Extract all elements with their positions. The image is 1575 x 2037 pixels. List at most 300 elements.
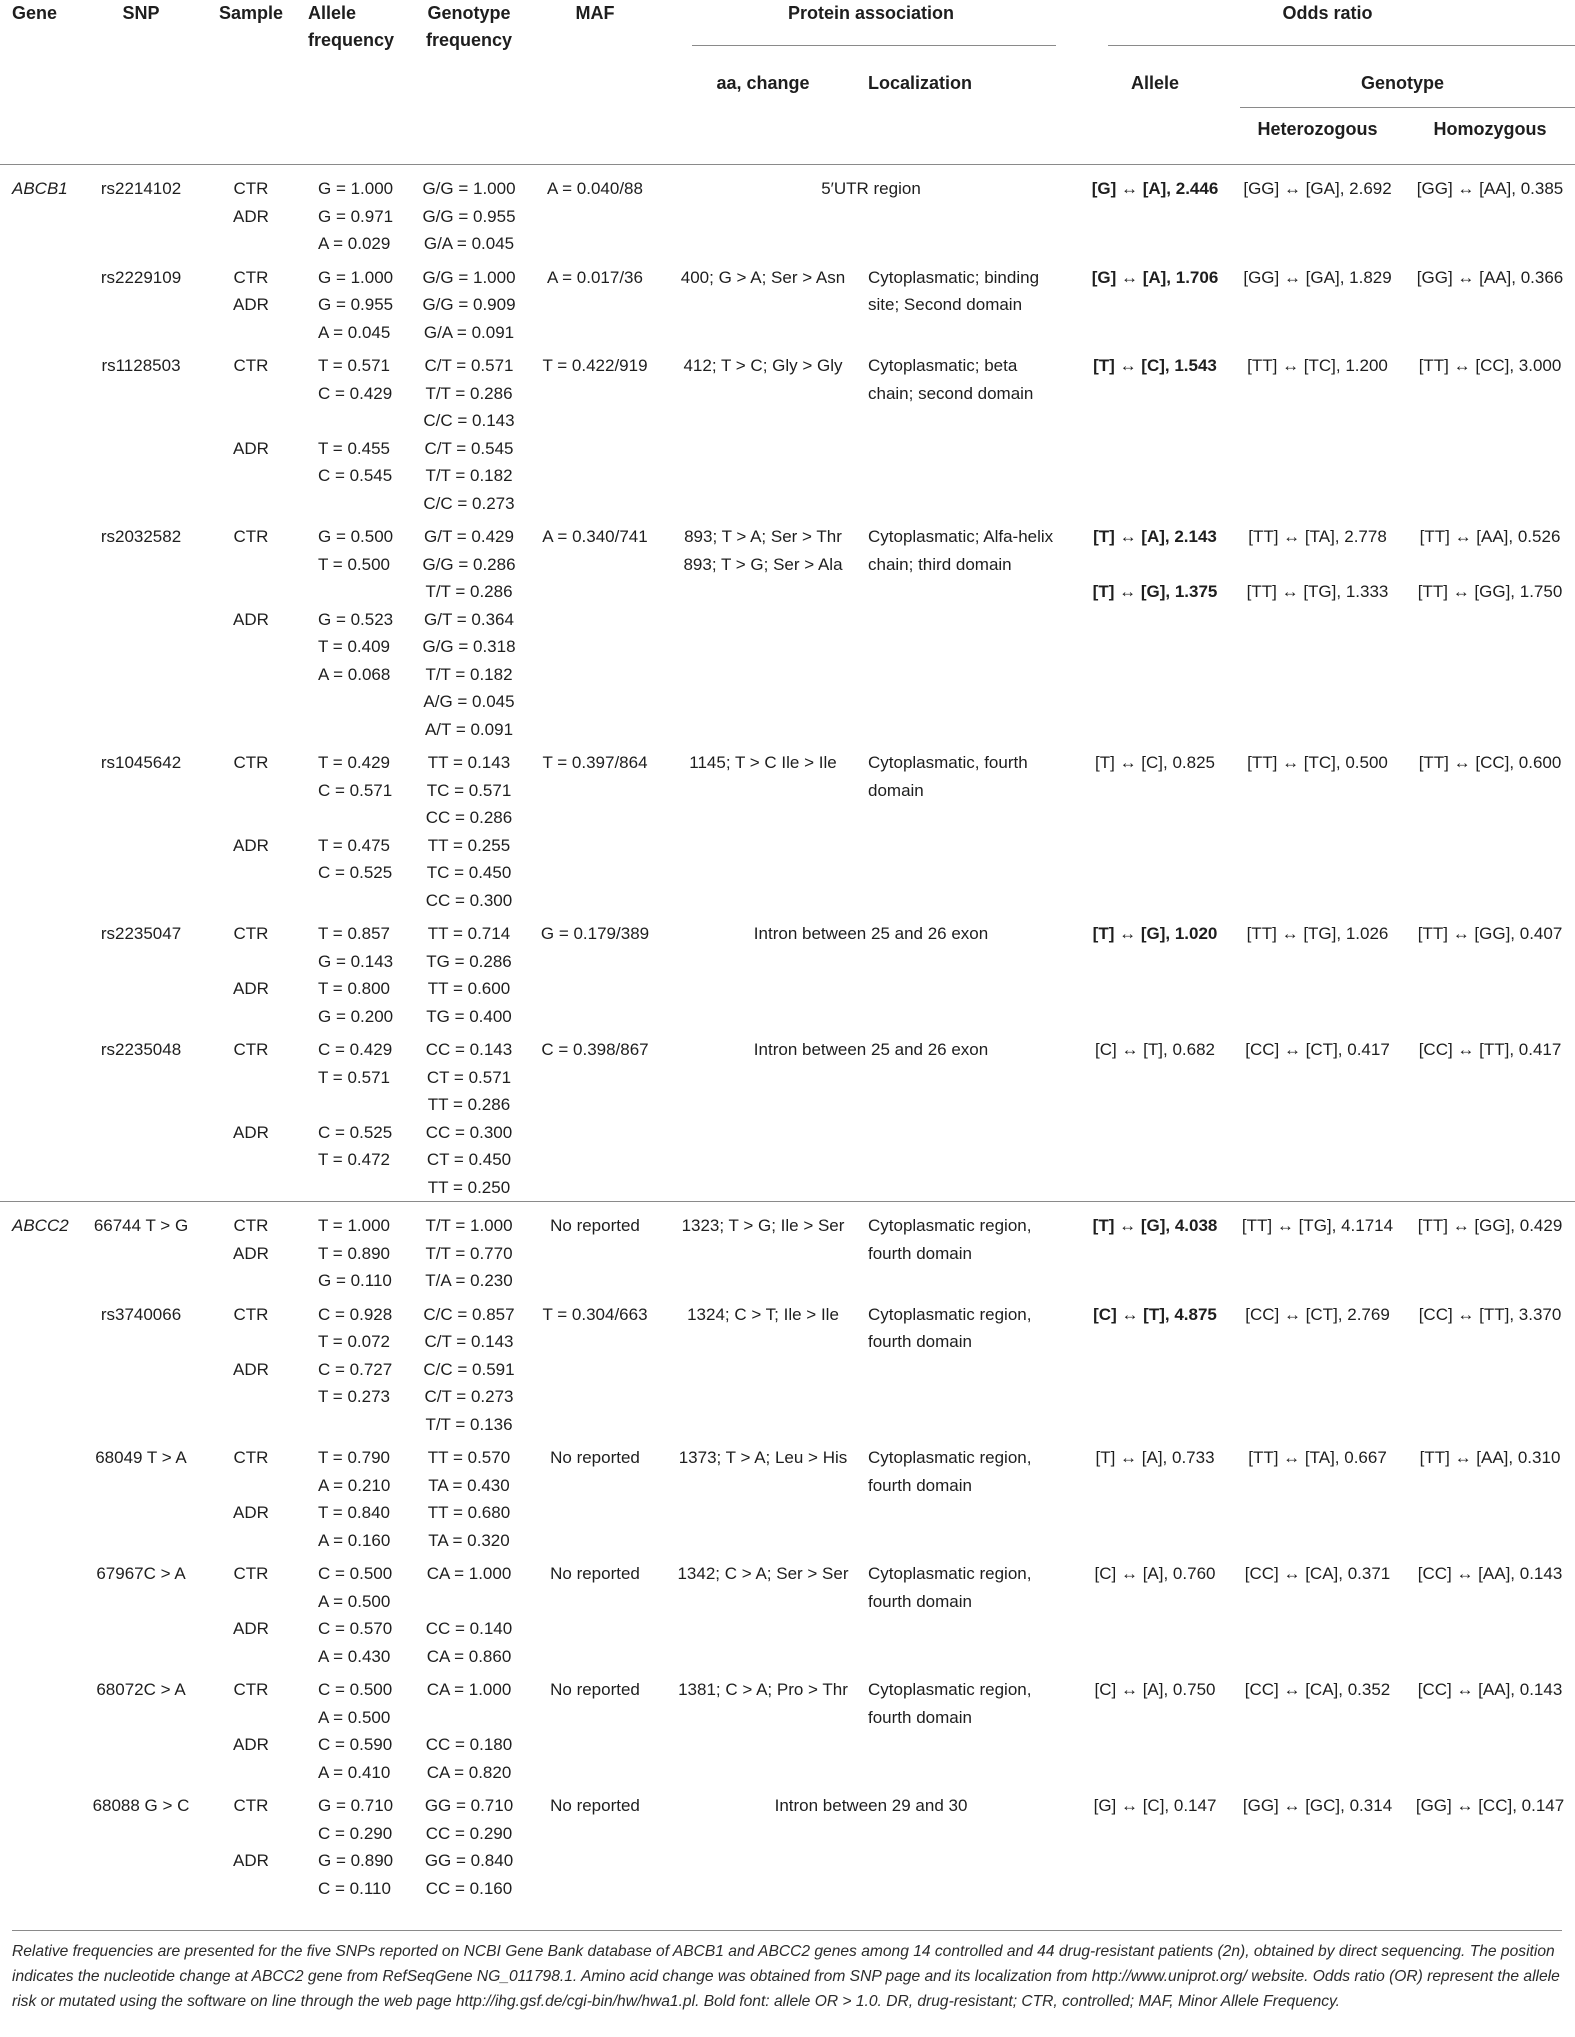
gene-cell: ABCC2 bbox=[0, 1202, 80, 1295]
cell-lines bbox=[1405, 1444, 1575, 1472]
cell-lines bbox=[202, 1444, 300, 1527]
cell-line: ADR bbox=[233, 206, 269, 226]
cell-lines bbox=[410, 1676, 528, 1786]
aa-change-cell bbox=[662, 1670, 864, 1786]
cell-line: G/G = 0.318 bbox=[422, 637, 516, 656]
gene-cell bbox=[0, 517, 80, 743]
cell-line bbox=[1230, 551, 1405, 579]
cell-line: CTR bbox=[233, 1216, 269, 1235]
localization-cell: Cytoplasmatic; beta chain; second domain bbox=[868, 356, 1034, 403]
cell-line: T = 0.409 bbox=[318, 637, 390, 656]
cell-lines bbox=[1405, 1036, 1575, 1064]
snp-cell: 68088 G > C bbox=[92, 1796, 190, 1815]
cell-lines bbox=[318, 920, 410, 1030]
cell-lines bbox=[1405, 175, 1575, 203]
odds-ratio-heterozygous-cell bbox=[1230, 1670, 1405, 1786]
cell-line: C = 0.500 bbox=[318, 1680, 393, 1699]
cell-line: T = 0.273 bbox=[318, 1387, 390, 1406]
cell-line: [C] ↔ [T], 4.875 bbox=[1093, 1304, 1217, 1324]
cell-lines bbox=[318, 1301, 410, 1411]
cell-lines bbox=[202, 1301, 300, 1384]
cell-lines bbox=[662, 1444, 864, 1472]
header-protein-association bbox=[662, 0, 1080, 60]
header-genotype bbox=[1230, 60, 1575, 108]
cell-line: G = 0.143 bbox=[318, 951, 394, 971]
cell-line: [T] ↔ [A], 2.143 bbox=[1093, 527, 1217, 546]
cell-line: CTR bbox=[233, 267, 269, 287]
cell-line bbox=[202, 1472, 300, 1500]
sample-cell bbox=[202, 914, 300, 1030]
cell-line: A = 0.500 bbox=[318, 1707, 391, 1727]
cell-line: C/C = 0.273 bbox=[423, 493, 515, 513]
odds-ratio-allele-cell bbox=[1080, 1786, 1230, 1902]
cell-lines bbox=[662, 1301, 864, 1329]
cell-lines bbox=[1230, 1676, 1405, 1704]
cell-lines bbox=[410, 175, 528, 258]
cell-line bbox=[202, 1588, 300, 1616]
cell-line: T/T = 0.286 bbox=[425, 383, 513, 403]
odds-ratio-allele-cell bbox=[1080, 1670, 1230, 1786]
cell-line: TA = 0.320 bbox=[428, 1530, 510, 1550]
cell-line: [T] ↔ [C], 1.543 bbox=[1093, 356, 1217, 375]
table-row bbox=[0, 1030, 1575, 1202]
cell-line: [CC] ↔ [TT], 3.370 bbox=[1418, 1304, 1562, 1324]
cell-line: TT = 0.143 bbox=[427, 753, 511, 772]
aa-change-cell bbox=[662, 1554, 864, 1670]
odds-ratio-homozygous-cell bbox=[1405, 1030, 1575, 1202]
snp-cell: rs2214102 bbox=[80, 165, 202, 258]
allele-frequency-cell bbox=[300, 258, 410, 347]
cell-line: G = 0.890 bbox=[318, 1851, 394, 1870]
cell-lines bbox=[318, 1792, 410, 1902]
allele-frequency-cell bbox=[300, 914, 410, 1030]
cell-line: ADR bbox=[233, 979, 269, 998]
cell-lines bbox=[318, 264, 410, 347]
cell-lines bbox=[410, 1212, 528, 1295]
allele-frequency-cell bbox=[300, 517, 410, 743]
allele-frequency-cell bbox=[300, 165, 410, 258]
cell-lines bbox=[318, 1676, 410, 1786]
odds-ratio-allele-cell bbox=[1080, 1202, 1230, 1295]
protein-association-rule bbox=[692, 45, 1056, 46]
cell-line: ADR bbox=[233, 1122, 269, 1142]
table-row bbox=[0, 1438, 1575, 1554]
cell-line: T = 0.455 bbox=[318, 438, 390, 458]
cell-lines bbox=[1080, 1560, 1230, 1588]
cell-line: G = 0.955 bbox=[318, 295, 394, 314]
protein-association-label: Protein association bbox=[787, 3, 955, 23]
cell-line: CC = 0.300 bbox=[425, 890, 513, 910]
cell-line: [T] ↔ [C], 0.825 bbox=[1095, 753, 1216, 772]
cell-lines bbox=[662, 523, 864, 578]
cell-line: CA = 1.000 bbox=[426, 1680, 512, 1699]
cell-line: T = 0.857 bbox=[318, 924, 390, 943]
cell-line: A/T = 0.091 bbox=[424, 719, 514, 739]
table-footnote: Relative frequencies are presented for the five SNPs reported on NCBI Gene Bank database of ABCB1 and ABCC2 genes among 14 controlled and 44 drug-resistant patients (2n), obtained by direct sequencing. The position indicates the nucleotide change at ABCC2 gene from RefSeqGene NG_011798.1. Amino acid change was obtained from SNP page and its localization from http://www.uniprot.org/ website. Odds ratio (OR) represent the allele risk or mutated using the software on line through the web page http://ihg.gsf.de/cgi-bin/hw/hwa1.pl. Bold font: allele OR > 1.0. DR, drug-resistant; CTR, controlled; MAF, Minor Allele Frequency. bbox=[12, 1930, 1562, 2014]
cell-lines bbox=[1080, 1212, 1230, 1240]
cell-line: T/T = 0.182 bbox=[425, 466, 513, 485]
sample-cell bbox=[202, 1786, 300, 1902]
cell-line: C = 0.727 bbox=[318, 1359, 393, 1379]
cell-line: G = 0.110 bbox=[318, 1271, 392, 1290]
cell-line: CTR bbox=[233, 356, 269, 375]
cell-line: CC = 0.300 bbox=[425, 1122, 513, 1142]
cell-line: CC = 0.180 bbox=[425, 1735, 513, 1754]
cell-line: TT = 0.680 bbox=[427, 1503, 511, 1522]
gene-cell bbox=[0, 1295, 80, 1439]
allele-frequency-cell bbox=[300, 1030, 410, 1202]
cell-line: [TT] ↔ [GG], 0.429 bbox=[1417, 1216, 1563, 1235]
cell-line: C/T = 0.273 bbox=[424, 1387, 514, 1406]
cell-line: [TT] ↔ [TC], 0.500 bbox=[1247, 753, 1388, 772]
cell-line bbox=[202, 777, 300, 805]
cell-line: [GG] ↔ [GA], 2.692 bbox=[1243, 179, 1392, 198]
cell-lines bbox=[318, 523, 410, 688]
localization-cell: Cytoplasmatic; Alfa-helix chain; third domain bbox=[868, 527, 1054, 574]
table-row bbox=[0, 258, 1575, 347]
cell-line: [CC] ↔ [AA], 0.143 bbox=[1417, 1680, 1563, 1699]
cell-lines bbox=[202, 749, 300, 859]
cell-line: TT = 0.714 bbox=[427, 924, 511, 943]
cell-line: TG = 0.400 bbox=[426, 1006, 512, 1026]
cell-line bbox=[1080, 551, 1230, 579]
cell-line: [GG] ↔ [AA], 0.385 bbox=[1416, 179, 1564, 198]
allele-frequency-cell bbox=[300, 1438, 410, 1554]
header-heterozygous: Heterozogous bbox=[1257, 119, 1378, 139]
snp-cell: rs2229109 bbox=[100, 267, 182, 287]
maf-cell: T = 0.422/919 bbox=[542, 356, 648, 375]
cell-line: 893; T > A; Ser > Thr bbox=[684, 527, 842, 546]
cell-line: G/A = 0.045 bbox=[423, 234, 515, 253]
cell-line: C = 0.571 bbox=[318, 780, 393, 800]
cell-line: T = 0.790 bbox=[318, 1448, 390, 1467]
cell-lines bbox=[202, 1036, 300, 1146]
odds-ratio-allele-cell bbox=[1080, 1438, 1230, 1554]
cell-line: G/G = 0.286 bbox=[422, 554, 516, 574]
cell-line: CT = 0.571 bbox=[426, 1067, 512, 1087]
cell-line: C = 0.429 bbox=[318, 1040, 393, 1059]
cell-line: [CC] ↔ [CA], 0.371 bbox=[1244, 1564, 1391, 1583]
odds-ratio-heterozygous-cell bbox=[1230, 743, 1405, 914]
odds-ratio-allele-cell bbox=[1080, 165, 1230, 258]
maf-cell: A = 0.040/88 bbox=[528, 165, 662, 258]
genotype-label: Genotype bbox=[1361, 73, 1445, 93]
cell-line: CC = 0.286 bbox=[425, 808, 513, 827]
cell-lines bbox=[318, 1212, 410, 1295]
cell-lines bbox=[410, 1560, 528, 1670]
cell-lines bbox=[410, 1301, 528, 1439]
cell-line: [CC] ↔ [CT], 2.769 bbox=[1245, 1304, 1390, 1324]
cell-lines bbox=[202, 523, 300, 633]
cell-lines bbox=[1230, 1301, 1405, 1329]
cell-line: ADR bbox=[233, 1851, 269, 1870]
cell-line: C/C = 0.143 bbox=[423, 411, 515, 430]
cell-lines bbox=[202, 264, 300, 319]
cell-lines bbox=[318, 749, 410, 887]
odds-ratio-homozygous-cell bbox=[1405, 258, 1575, 347]
sample-cell bbox=[202, 258, 300, 347]
genotype-frequency-cell bbox=[410, 165, 528, 258]
odds-ratio-homozygous-cell bbox=[1405, 165, 1575, 258]
header-homozygous: Homozygous bbox=[1433, 119, 1547, 139]
cell-line: 412; T > C; Gly > Gly bbox=[683, 356, 843, 375]
aa-change-cell bbox=[662, 743, 864, 914]
odds-ratio-homozygous-cell bbox=[1405, 1554, 1575, 1670]
cell-lines bbox=[202, 1560, 300, 1643]
localization-cell: Cytoplasmatic, fourth domain bbox=[868, 753, 1028, 800]
sample-cell bbox=[202, 346, 300, 517]
sample-cell bbox=[202, 1295, 300, 1439]
cell-lines bbox=[1080, 175, 1230, 203]
cell-line: [GG] ↔ [CC], 0.147 bbox=[1415, 1796, 1565, 1815]
genotype-frequency-cell bbox=[410, 346, 528, 517]
cell-line: ADR bbox=[233, 609, 269, 629]
cell-line: [TT] ↔ [GG], 0.407 bbox=[1417, 924, 1563, 943]
cell-line: 1381; C > A; Pro > Thr bbox=[678, 1680, 848, 1699]
odds-ratio-allele-cell bbox=[1080, 258, 1230, 347]
cell-line: G/G = 1.000 bbox=[422, 267, 516, 287]
cell-line: [T] ↔ [G], 1.020 bbox=[1092, 924, 1218, 943]
cell-line: ADR bbox=[233, 1243, 269, 1263]
cell-line bbox=[202, 948, 300, 976]
cell-line: [TT] ↔ [CC], 3.000 bbox=[1418, 356, 1562, 375]
aa-change-cell bbox=[662, 258, 864, 347]
cell-lines bbox=[1230, 1212, 1405, 1240]
cell-line: ADR bbox=[233, 295, 269, 314]
genotype-frequency-cell bbox=[410, 258, 528, 347]
cell-line: [CC] ↔ [TT], 0.417 bbox=[1418, 1040, 1562, 1059]
cell-lines bbox=[318, 1560, 410, 1670]
genotype-frequency-cell bbox=[410, 1438, 528, 1554]
cell-line: TT = 0.600 bbox=[427, 979, 511, 998]
cell-line: CTR bbox=[233, 1564, 269, 1583]
table-row bbox=[0, 1202, 1575, 1295]
cell-line: CTR bbox=[233, 1448, 269, 1467]
odds-ratio-allele-cell bbox=[1080, 1554, 1230, 1670]
cell-lines bbox=[1230, 175, 1405, 203]
header-allele: Allele bbox=[1131, 73, 1180, 93]
maf-cell: G = 0.179/389 bbox=[540, 924, 650, 943]
header-gene: Gene bbox=[12, 3, 58, 23]
gene-cell bbox=[0, 346, 80, 517]
odds-ratio-heterozygous-cell bbox=[1230, 1438, 1405, 1554]
cell-line bbox=[318, 578, 410, 606]
genotype-frequency-cell bbox=[410, 914, 528, 1030]
genotype-frequency-cell bbox=[410, 1030, 528, 1202]
genotype-frequency-cell bbox=[410, 517, 528, 743]
cell-line: T = 0.475 bbox=[318, 835, 390, 855]
cell-line: [T] ↔ [G], 4.038 bbox=[1092, 1216, 1218, 1235]
header-snp: SNP bbox=[122, 3, 160, 23]
cell-line: C/T = 0.571 bbox=[424, 356, 514, 375]
odds-ratio-allele-cell bbox=[1080, 517, 1230, 743]
cell-line: T = 0.890 bbox=[318, 1243, 390, 1263]
cell-lines bbox=[410, 1036, 528, 1201]
odds-ratio-heterozygous-cell bbox=[1230, 517, 1405, 743]
cell-lines bbox=[1080, 1301, 1230, 1329]
genotype-frequency-cell bbox=[410, 1670, 528, 1786]
cell-line: C = 0.570 bbox=[318, 1619, 393, 1638]
cell-line: [T] ↔ [A], 0.733 bbox=[1095, 1448, 1215, 1467]
cell-line: G/T = 0.364 bbox=[424, 609, 514, 629]
cell-line: CC = 0.143 bbox=[425, 1040, 513, 1059]
cell-line: CTR bbox=[233, 753, 269, 772]
cell-line: [G] ↔ [A], 2.446 bbox=[1091, 179, 1219, 198]
cell-lines bbox=[662, 1676, 864, 1704]
sample-cell bbox=[202, 1030, 300, 1202]
cell-lines bbox=[1080, 1676, 1230, 1704]
cell-lines bbox=[662, 749, 864, 777]
cell-line: [TT] ↔ [TG], 1.026 bbox=[1246, 924, 1389, 943]
cell-lines bbox=[1405, 1676, 1575, 1704]
gene-cell bbox=[0, 1786, 80, 1902]
aa-change-cell bbox=[662, 517, 864, 743]
cell-line: A = 0.160 bbox=[318, 1530, 391, 1550]
cell-line: C = 0.290 bbox=[318, 1823, 393, 1843]
cell-line: CT = 0.450 bbox=[426, 1150, 512, 1169]
gene-cell bbox=[0, 1670, 80, 1786]
cell-line: TT = 0.250 bbox=[427, 1177, 511, 1197]
cell-line: TT = 0.255 bbox=[427, 835, 511, 855]
cell-line bbox=[318, 1091, 410, 1119]
genotype-frequency-cell bbox=[410, 1554, 528, 1670]
odds-ratio-heterozygous-cell bbox=[1230, 1786, 1405, 1902]
table-row bbox=[0, 1670, 1575, 1786]
cell-line: CA = 0.820 bbox=[426, 1762, 512, 1782]
sample-cell bbox=[202, 517, 300, 743]
cell-line bbox=[202, 804, 300, 832]
cell-line bbox=[1405, 551, 1575, 579]
table-row bbox=[0, 346, 1575, 517]
cell-line: ADR bbox=[233, 438, 269, 458]
allele-frequency-cell bbox=[300, 1554, 410, 1670]
cell-line bbox=[410, 1588, 528, 1616]
cell-line: TT = 0.570 bbox=[427, 1448, 511, 1467]
cell-lines bbox=[410, 1444, 528, 1554]
cell-line: CTR bbox=[233, 1796, 269, 1815]
gene-cell bbox=[0, 1030, 80, 1202]
cell-lines bbox=[1230, 264, 1405, 292]
table-header bbox=[0, 0, 1575, 165]
allele-frequency-cell bbox=[300, 1670, 410, 1786]
gene-cell bbox=[0, 1438, 80, 1554]
cell-lines bbox=[410, 352, 528, 517]
cell-line: T = 0.072 bbox=[318, 1332, 390, 1351]
snp-cell: rs3740066 bbox=[100, 1304, 182, 1324]
cell-lines bbox=[410, 264, 528, 347]
cell-line bbox=[202, 578, 300, 606]
cell-line: T = 0.472 bbox=[318, 1150, 390, 1169]
region-cell: Intron between 29 and 30 bbox=[774, 1796, 968, 1815]
cell-line bbox=[410, 1704, 528, 1732]
region-cell: Intron between 25 and 26 exon bbox=[753, 924, 989, 943]
gene-cell bbox=[0, 914, 80, 1030]
odds-ratio-homozygous-cell bbox=[1405, 1438, 1575, 1554]
cell-line: [TT] ↔ [AA], 0.310 bbox=[1419, 1448, 1561, 1467]
table-row bbox=[0, 743, 1575, 914]
odds-ratio-rule bbox=[1108, 45, 1575, 46]
cell-line: A/G = 0.045 bbox=[423, 692, 515, 711]
cell-lines bbox=[410, 1792, 528, 1902]
cell-line: TT = 0.286 bbox=[427, 1095, 511, 1114]
odds-ratio-homozygous-cell bbox=[1405, 1202, 1575, 1295]
sample-cell bbox=[202, 1202, 300, 1295]
localization-cell: Cytoplasmatic region, fourth domain bbox=[868, 1680, 1032, 1727]
odds-ratio-allele-cell bbox=[1080, 346, 1230, 517]
aa-change-cell bbox=[662, 1295, 864, 1439]
cell-lines bbox=[1080, 352, 1230, 380]
cell-line: CC = 0.290 bbox=[425, 1823, 513, 1843]
cell-lines bbox=[202, 352, 300, 462]
cell-line bbox=[202, 1820, 300, 1848]
cell-line: CTR bbox=[233, 924, 269, 943]
cell-line: GG = 0.710 bbox=[424, 1796, 514, 1815]
gene-cell bbox=[0, 743, 80, 914]
odds-ratio-allele-cell bbox=[1080, 743, 1230, 914]
odds-ratio-heterozygous-cell bbox=[1230, 165, 1405, 258]
cell-lines bbox=[1080, 1792, 1230, 1820]
odds-ratio-allele-cell bbox=[1080, 914, 1230, 1030]
cell-line: G = 1.000 bbox=[318, 267, 394, 287]
snp-cell: 68072C > A bbox=[96, 1680, 186, 1699]
cell-line: ADR bbox=[233, 835, 269, 855]
cell-line: [C] ↔ [A], 0.750 bbox=[1094, 1680, 1216, 1699]
cell-line: CA = 1.000 bbox=[426, 1564, 512, 1583]
localization-cell: Cytoplasmatic region, fourth domain bbox=[868, 1304, 1032, 1351]
cell-line: 1342; C > A; Ser > Ser bbox=[677, 1564, 849, 1583]
cell-line: ADR bbox=[233, 1619, 269, 1638]
cell-lines bbox=[1080, 264, 1230, 292]
cell-line: [C] ↔ [T], 0.682 bbox=[1095, 1040, 1216, 1059]
table-row bbox=[0, 517, 1575, 743]
table-row bbox=[0, 1554, 1575, 1670]
maf-cell: A = 0.017/36 bbox=[547, 267, 643, 287]
odds-ratio-homozygous-cell bbox=[1405, 743, 1575, 914]
cell-line: T = 0.429 bbox=[318, 753, 390, 772]
table-row bbox=[0, 914, 1575, 1030]
cell-line: [TT] ↔ [AA], 0.526 bbox=[1419, 527, 1561, 546]
cell-lines bbox=[202, 1212, 300, 1267]
cell-line: C = 0.500 bbox=[318, 1564, 393, 1583]
header-allele-frequency: Allele frequency bbox=[308, 3, 395, 50]
cell-lines bbox=[1405, 1301, 1575, 1329]
sample-cell bbox=[202, 165, 300, 258]
cell-line: [TT] ↔ [CC], 0.600 bbox=[1418, 753, 1562, 772]
cell-line: [T] ↔ [G], 1.375 bbox=[1092, 582, 1218, 601]
cell-line: A = 0.410 bbox=[318, 1762, 391, 1782]
cell-lines bbox=[662, 264, 864, 292]
cell-line: T/T = 0.182 bbox=[425, 664, 513, 684]
genotype-frequency-cell bbox=[410, 1295, 528, 1439]
cell-line: [CC] ↔ [AA], 0.143 bbox=[1417, 1564, 1563, 1583]
table-body bbox=[0, 165, 1575, 1903]
cell-line: G = 0.200 bbox=[318, 1006, 394, 1026]
odds-ratio-allele-cell bbox=[1080, 1295, 1230, 1439]
cell-line bbox=[318, 407, 410, 435]
cell-line: G = 0.971 bbox=[318, 206, 394, 226]
cell-line: 1373; T > A; Leu > His bbox=[678, 1448, 848, 1467]
cell-lines bbox=[202, 175, 300, 230]
cell-line: C = 0.525 bbox=[318, 863, 393, 882]
cell-line: CTR bbox=[233, 1040, 269, 1059]
genotype-frequency-cell bbox=[410, 1786, 528, 1902]
cell-line: A = 0.029 bbox=[318, 234, 391, 253]
aa-change-cell bbox=[662, 1202, 864, 1295]
cell-line: TC = 0.571 bbox=[426, 780, 512, 800]
header-odds-ratio bbox=[1080, 0, 1575, 60]
cell-lines bbox=[662, 352, 864, 380]
cell-line: G/A = 0.091 bbox=[423, 322, 515, 342]
